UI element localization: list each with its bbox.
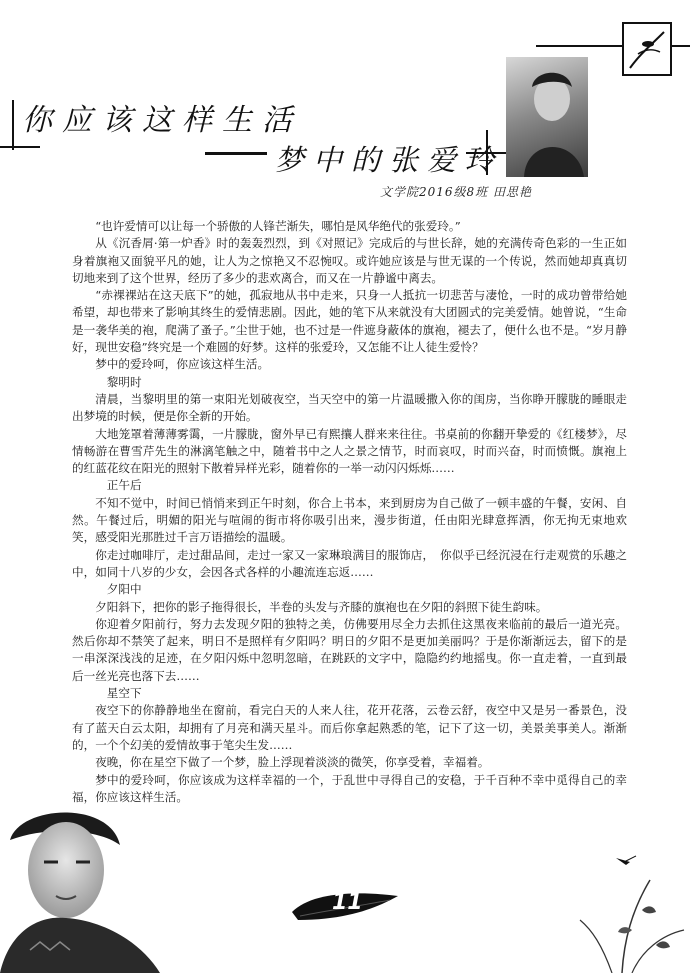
paragraph: 夜空下的你静静地坐在窗前，看完白天的人来人往，花开花落，云卷云舒，夜空中又是另一番景色，没有了蓝天白云太阳，却拥有了月亮和满天星斗。而后你拿起熟悉的笔，记下了这一切，美景美事美人。渐渐的，一个个幻美的爱情故事于笔尖生发……: [72, 703, 627, 752]
paragraph: “赤裸裸站在这天底下”的她，孤寂地从书中走来，只身一人抵抗一切悲苦与凄怆，一时的成功曾带给她希望，却也带来了影响其终生的爱情悲剧。因此，她的笔下从来就没有大团圆式的完美爱情。她曾说，“生命是一袭华美的袍，爬满了蚤子。”尘世于她，也不过是一件遮身蔽体的旗袍，褪去了，便什么也不是。“岁月静好，现世安稳”终究是一个难圆的好梦。这样的张爱玲，又怎能不让人徒生爱怜？: [72, 288, 627, 355]
paragraph: 大地笼罩着薄薄雾霭，一片朦胧，窗外早已有熙攘人群来来往往。书桌前的你翻开挚爱的《红楼梦》，尽情畅游在曹雪芹先生的淋漓笔触之中，随着书中之人之景之情节，时而哀叹，时而兴奋，时而愤慨。旗袍上的红蓝花纹在阳光的照射下散着异样光彩，随着你的一举一动闪闪烁烁……: [72, 426, 627, 476]
paragraph: 夕阳斜下，把你的影子拖得很长，半卷的头发与齐膝的旗袍也在夕阳的斜照下徒生韵味。: [95, 599, 548, 614]
section-heading: 黎明时: [106, 374, 142, 389]
page-number: 11: [332, 890, 363, 915]
frame-line-left-horizontal: [0, 146, 40, 148]
title-main: 你应该这样生活: [22, 103, 302, 138]
paragraph: 夜晚，你在星空下做了一个梦，脸上浮现着淡淡的微笑，你享受着，幸福着。: [95, 755, 490, 770]
title-dash: [205, 152, 267, 155]
paragraph: 梦中的爱玲呵，你应该这样生活。: [95, 357, 270, 372]
paragraph: 从《沉香屑·第一炉香》时的轰轰烈烈，到《对照记》完成后的与世长辞，她的充满传奇色彩的一生正如身着旗袍又面貌平凡的她，让人为之惊艳又不忍惋叹。或许她应该是与世无谋的一个传说，然而她却真真切切地来到了这个世界，经历了多少的悲欢离合，而又在一片静谧中离去。: [72, 236, 627, 285]
byline: 文学院2016级8班 田思艳: [380, 185, 532, 199]
paragraph: 你迎着夕阳前行，努力去发现夕阳的独特之美，仿佛要用尽全力去抓住这黑夜来临前的最后一道光亮。然后你却不禁笑了起来，明日不是照样有夕阳吗？明日的夕阳不是更加美丽吗？于是你渐渐远去，留下的是一串深深浅浅的足迹，在夕阳闪烁中忽明忽暗，在跳跃的文字中，隐隐约约地摇曳。你一直走着，一直到最后一丝光亮也落下去……: [72, 616, 627, 683]
portrait-bottom-image: [0, 800, 185, 973]
portrait-top-image: [506, 57, 588, 177]
portrait-bottom-illustration: [0, 800, 185, 973]
ink-bird-frame: [622, 22, 672, 76]
orchid-painting: [572, 850, 690, 973]
paragraph: 梦中的爱玲呵，你应该成为这样幸福的一个，于乱世中寻得自己的安稳，于千百种不幸中觅得自己的幸福，你应该这样生活。: [72, 772, 627, 804]
paragraph: 你走过咖啡厅，走过甜品间，走过一家又一家琳琅满目的服饰店， 你似乎已经沉浸在行走观赏的乐趣之中，如同十八岁的少女，会因各式各样的小趣流连忘返……: [72, 547, 627, 579]
article-body: [72, 218, 627, 806]
paragraph: 不知不觉中，时间已悄悄来到正午时刻，你合上书本，来到厨房为自己做了一顿丰盛的午餐，安闲、自然。午餐过后，明媚的阳光与喧闹的街市将你吸引出来，漫步街道，任由阳光肆意挥洒，你无拘无束地欢笑，感受阳光那胜过千言万语描绘的温暖。: [72, 495, 627, 545]
ink-bird-icon: [624, 24, 670, 74]
page-number-badge: [290, 886, 400, 926]
section-heading: 星空下: [106, 686, 142, 701]
paragraph: 清晨，当黎明里的第一束阳光划破夜空，当天空中的第一片温暖撒入你的闺房，当你睁开朦胧的睡眼走出梦境的时候，便是你全新的开始。: [72, 391, 627, 424]
orchid-icon: [572, 850, 690, 973]
paragraph: “也许爱情可以让每一个骄傲的人锋芒渐失，哪怕是风华绝代的张爱玲。”: [95, 219, 461, 233]
section-heading: 正午后: [106, 478, 142, 493]
frame-line-left-vertical: [12, 100, 14, 150]
title-sub: 梦中的张爱玲: [275, 143, 504, 177]
portrait-top-illustration: [506, 57, 588, 177]
section-heading: 夕阳中: [106, 582, 142, 597]
